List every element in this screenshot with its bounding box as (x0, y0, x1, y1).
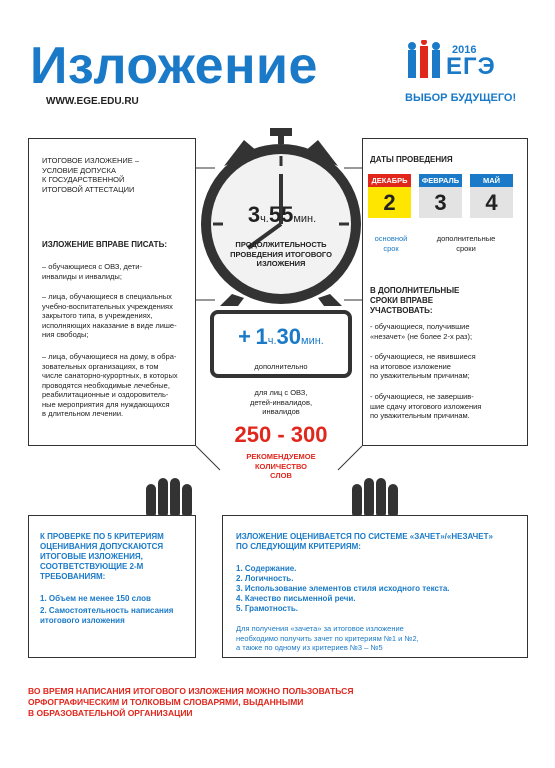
criteria-heading (236, 532, 522, 552)
site-url[interactable]: WWW.EGE.EDU.RU (46, 96, 139, 107)
duration-hours: 3 (247, 202, 261, 227)
date-card-december (368, 174, 411, 218)
req-line: 2. Самостоятельность написания (40, 606, 174, 615)
term-line: основной (374, 234, 408, 243)
item-line: по уважительным причинам; (370, 371, 470, 380)
heading-line: ОЦЕНИВАНИЯ ДОПУСКАЮТСЯ (40, 542, 164, 551)
term-line: дополнительные (436, 234, 496, 243)
criterion-item: 3. Использование элементов стиля исходного текста. (236, 584, 450, 593)
date-card-day: 4 (470, 187, 513, 218)
note-line: детей-инвалидов, (249, 397, 313, 407)
extra-terms-item-2 (370, 352, 520, 381)
note-line: а также по одному из критериев №3 – №5 (236, 643, 383, 652)
item-line: «незачет» (не более 2-х раз); (370, 331, 473, 341)
heading-line: ИТОГОВЫЕ ИЗЛОЖЕНИЯ, (40, 552, 143, 561)
criterion-item: 4. Качество письменной речи. (236, 594, 356, 603)
logo-year: 2016 (452, 44, 477, 56)
extra-terms-item-1 (370, 322, 520, 341)
item-line: – лица, обучающиеся на дому, в обра- (42, 352, 177, 361)
dates-heading: ДАТЫ ПРОВЕДЕНИЯ (370, 155, 453, 164)
item-line: закрытого типа, в учреждениях, (42, 311, 153, 320)
eligibility-item-3 (42, 352, 192, 419)
item-line: исполняющих наказание в виде лише- (42, 320, 177, 330)
criterion-item: 1. Содержание. (236, 564, 297, 573)
criterion-item: 5. Грамотность. (236, 604, 298, 613)
item-line: - обучающиеся, не завершив- (370, 392, 474, 401)
duration-minutes: 55 (268, 202, 294, 227)
date-card-day: 3 (419, 187, 462, 218)
item-line: на итоговое изложение (370, 361, 451, 371)
note-line: для лиц с ОВЗ, (254, 388, 308, 397)
note-line: ВО ВРЕМЯ НАПИСАНИЯ ИТОГОВОГО ИЗЛОЖЕНИЯ МОЖНО ПОЛЬЗОВАТЬСЯ (28, 686, 354, 696)
main-term-label (368, 234, 414, 253)
intro-line: ИТОГОВОЕ ИЗЛОЖЕНИЕ – (42, 156, 140, 165)
heading-line: ПО СЛЕДУЮЩИМ КРИТЕРИЯМ: (236, 542, 361, 551)
extra-time-value (214, 324, 348, 350)
item-line: ные мероприятия для нуждающихся (42, 399, 170, 409)
item-line: – лица, обучающиеся в специальных (42, 292, 172, 301)
duration-hours-unit: ч. (260, 213, 269, 225)
intro-line: К ГОСУДАРСТВЕННОЙ (42, 175, 125, 184)
item-line: проводятся необходимые лечебные, (42, 380, 170, 390)
duration-minutes-unit: мин. (293, 213, 317, 225)
extra-time-label: дополнительно (254, 362, 308, 371)
plus-sign: + (238, 324, 252, 349)
caption-line: РЕКОМЕНДУЕМОЕ (246, 452, 316, 461)
caption-line: ПРОВЕДЕНИЯ ИТОГОВОГО (230, 249, 332, 259)
item-line: в длительном лечении. (42, 409, 124, 418)
item-line: - обучающиеся, не явившиеся (370, 352, 476, 361)
date-card-february (419, 174, 462, 218)
heading-line: СРОКИ ВПРАВЕ (370, 296, 434, 305)
date-card-day: 2 (368, 187, 411, 218)
intro-line: УСЛОВИЕ ДОПУСКА (42, 165, 117, 175)
word-count-caption (214, 452, 348, 481)
heading-line: В ДОПОЛНИТЕЛЬНЫЕ (370, 286, 460, 295)
dictionary-note (28, 686, 528, 719)
item-line: реабилитационные и оздоровитель- (42, 390, 169, 399)
item-line: числе санаторно-курортных, в которых (42, 371, 178, 380)
eligibility-item-1 (42, 262, 192, 281)
item-line: – обучающиеся с ОВЗ, дети- (42, 262, 142, 271)
eligibility-item-2 (42, 292, 192, 340)
criteria-note (236, 624, 522, 653)
heading-line: ТРЕБОВАНИЯМ: (40, 572, 106, 581)
item-line: учебно-воспитательных учреждениях (42, 301, 173, 311)
caption-line: ПРОДОЛЖИТЕЛЬНОСТЬ (235, 240, 327, 249)
extra-terms-heading (370, 286, 459, 316)
date-card-month: ДЕКАБРЬ (368, 174, 411, 187)
term-line: срок (383, 243, 399, 253)
eligibility-heading: ИЗЛОЖЕНИЕ ВПРАВЕ ПИСАТЬ: (42, 240, 167, 249)
extra-terms-item-3 (370, 392, 520, 421)
item-line: зовательных организациях, в том (42, 361, 159, 371)
heading-line: УЧАСТВОВАТЬ: (370, 306, 433, 315)
logo-slogan: ВЫБОР БУДУЩЕГО! (405, 92, 517, 104)
heading-line: СООТВЕТСТВУЮЩИЕ 2-М (40, 562, 144, 571)
extra-terms-label (419, 234, 513, 253)
duration-value (236, 202, 328, 228)
intro-text (42, 156, 192, 194)
requirements-heading (40, 532, 190, 582)
item-line: инвалиды и инвалиды; (42, 271, 122, 281)
date-card-may (470, 174, 513, 218)
criterion-item: 2. Логичность. (236, 574, 294, 583)
requirement-1: 1. Объем не менее 150 слов (40, 594, 151, 603)
date-card-month: МАЙ (470, 174, 513, 187)
note-line: Для получения «зачета» за итоговое изложение (236, 624, 404, 633)
note-line: В ОБРАЗОВАТЕЛЬНОЙ ОРГАНИЗАЦИИ (28, 708, 193, 718)
extra-hours-unit: ч. (267, 335, 277, 347)
caption-line: ИЗЛОЖЕНИЯ (256, 259, 306, 268)
note-line: необходимо получить зачет по критериям №1 и №2, (236, 633, 419, 643)
requirement-2 (40, 606, 190, 626)
duration-caption (214, 240, 348, 269)
date-card-month: ФЕВРАЛЬ (419, 174, 462, 187)
extra-time-note (214, 388, 348, 417)
criteria-list (236, 564, 522, 614)
caption-line: КОЛИЧЕСТВО (254, 461, 308, 471)
note-line: инвалидов (262, 407, 300, 416)
page-title: Изложение (30, 37, 318, 95)
caption-line: СЛОВ (270, 471, 292, 480)
item-line: шие сдачу итогового изложения (370, 401, 482, 411)
word-count-range: 250 - 300 (234, 422, 328, 447)
item-line: по уважительным причинам. (370, 411, 470, 420)
heading-line: ИЗЛОЖЕНИЕ ОЦЕНИВАЕТСЯ ПО СИСТЕМЕ «ЗАЧЕТ»/«НЕЗАЧЕТ» (236, 532, 493, 541)
logo-name: ЕГЭ (446, 53, 496, 80)
note-line: ОРФОГРАФИЧЕСКИМ И ТОЛКОВЫМ СЛОВАРЯМИ, ВЫДАННЫМИ (28, 697, 304, 707)
item-line: ния свободы; (42, 330, 89, 339)
extra-minutes: 30 (276, 324, 301, 349)
term-line: сроки (456, 243, 476, 253)
extra-hours: 1 (255, 324, 268, 349)
item-line: - обучающиеся, получившие (370, 322, 470, 331)
extra-minutes-unit: мин. (301, 335, 324, 347)
req-line: итогового изложения (40, 616, 125, 625)
heading-line: К ПРОВЕРКЕ ПО 5 КРИТЕРИЯМ (40, 532, 164, 541)
intro-line: ИТОГОВОЙ АТТЕСТАЦИИ (42, 184, 135, 194)
